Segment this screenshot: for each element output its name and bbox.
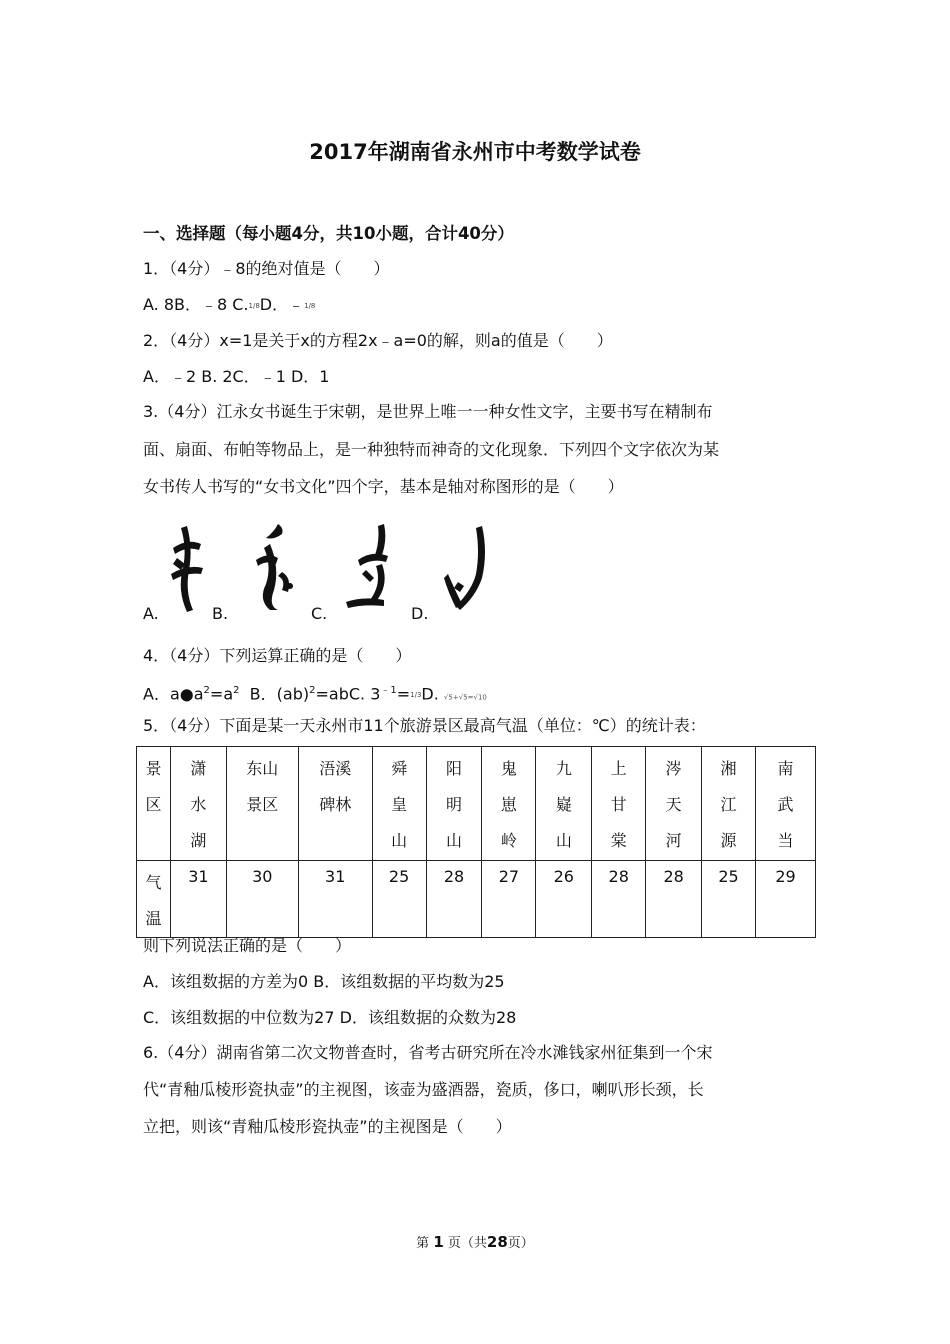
q2-stem: 2．（4分）x=1是关于x的方程2x﹣a=0的解，则a的值是（ ）: [143, 331, 613, 350]
q4-option-a: A．a●a: [143, 684, 204, 704]
q4-option-c-eq: =: [396, 684, 411, 704]
spot-name: 潇水湖: [190, 759, 207, 850]
q1-options: [143, 295, 315, 315]
table-row-temps: [137, 861, 816, 938]
q4-option-a-eq: =a: [209, 684, 234, 704]
spot-name: 浯溪碑林: [319, 759, 352, 814]
q4-stem: 4．（4分）下列运算正确的是（ ）: [143, 646, 412, 665]
temp-cell: 28: [592, 861, 646, 938]
q6-line-1: 6.（4分）湖南省第二次文物普查时，省考古研究所在冷水滩钱家州征集到一个宋: [143, 1043, 713, 1062]
q4-option-c: =abC. 3: [315, 684, 381, 704]
footer-middle: 页（共: [447, 1236, 487, 1251]
spot-cell: [482, 747, 536, 861]
temp-cell: 31: [298, 861, 372, 938]
q1-stem: 1．（4分）﹣8的绝对值是（ ）: [143, 259, 390, 278]
q4-option-d: D.: [421, 684, 439, 704]
page-number: 1: [433, 1233, 444, 1251]
temp-cell: 28: [646, 861, 702, 938]
spot-name: 南武当: [777, 759, 794, 850]
q4-option-d-expression: √5+√5=√10: [443, 693, 487, 702]
table-header-temp: [137, 861, 171, 938]
q5-after: 则下列说法正确的是（ ）: [143, 936, 352, 955]
temp-cell: 27: [482, 861, 536, 938]
temp-cell: 26: [536, 861, 592, 938]
spot-cell: [592, 747, 646, 861]
spot-name: 九嶷山: [555, 759, 572, 850]
q3-line-1: 3.（4分）江永女书诞生于宋朝，是世界上唯一一种女性文字，主要书写在精制布: [143, 402, 713, 421]
temp-cell: 25: [372, 861, 426, 938]
spot-name: 东山景区: [246, 759, 279, 814]
q1-fraction-d: 1/8: [304, 301, 316, 310]
q6-line-3: 立把，则该“青釉瓜棱形瓷执壶”的主视图是（ ）: [143, 1117, 512, 1136]
q1-option-d: D．﹣: [259, 295, 305, 314]
page-total: 28: [486, 1233, 508, 1251]
spot-name: 湘江源: [720, 759, 737, 850]
spot-cell: [536, 747, 592, 861]
q3-line-2: 面、扇面、布帕等物品上，是一种独特而神奇的文化现象．下列四个文字依次为某: [143, 440, 720, 459]
q6-line-2: 代“青釉瓜棱形瓷执壶”的主视图，该壶为盛酒器，瓷质，侈口，喇叭形长颈，长: [143, 1080, 704, 1099]
spot-name: 阳明山: [446, 759, 463, 850]
temp-cell: 28: [426, 861, 482, 938]
exam-title: 2017年湖南省永州市中考数学试卷: [309, 140, 641, 164]
spot-name: 上甘棠: [610, 759, 627, 850]
temp-cell: 30: [226, 861, 298, 938]
q5-options-cd: C．该组数据的中位数为27 D．该组数据的众数为28: [143, 1008, 517, 1027]
temperature-table: [136, 746, 816, 938]
q4-option-c-exp: ﹣1: [380, 685, 397, 696]
spot-name: 鬼崽岭: [500, 759, 517, 850]
temp-cell: 29: [755, 861, 815, 938]
spot-name: 涔天河: [665, 759, 682, 850]
q2-options: A．﹣2 B. 2C．﹣1 D．1: [143, 367, 330, 386]
page-footer: [0, 1232, 950, 1251]
q3-option-d-label: D.: [411, 604, 429, 623]
q3-option-c-label: C.: [311, 604, 328, 623]
spot-cell: [372, 747, 426, 861]
nushu-glyph-nu: [163, 518, 213, 614]
q1-options-ab: A. 8B．﹣8 C.: [143, 295, 249, 314]
header-label: 景区: [145, 759, 162, 814]
nushu-glyph-shu: [248, 520, 302, 612]
q3-option-a-label: A.: [143, 604, 159, 623]
q3-line-3: 女书传人书写的“女书文化”四个字，基本是轴对称图形的是（ ）: [143, 477, 624, 496]
footer-suffix: 页）: [507, 1236, 534, 1251]
q5-stem: 5．（4分）下面是某一天永州市11个旅游景区最高气温（单位：℃）的统计表：: [143, 716, 706, 735]
table-header-scenic: [137, 747, 171, 861]
temp-cell: 25: [702, 861, 756, 938]
spot-cell: [170, 747, 226, 861]
spot-cell: [755, 747, 815, 861]
spot-cell: [702, 747, 756, 861]
spot-cell: [298, 747, 372, 861]
header-label: 气温: [145, 873, 162, 928]
table-row-spots: [137, 747, 816, 861]
q4-option-c-fraction: 1/3: [410, 690, 422, 699]
spot-cell: [226, 747, 298, 861]
nushu-glyph-wen: [344, 520, 404, 612]
q4-options: [143, 681, 487, 707]
q4-option-a-exp1: 2: [203, 685, 210, 696]
q4-option-b: B．(ab): [249, 684, 310, 704]
spot-cell: [426, 747, 482, 861]
q3-option-b-label: B.: [212, 604, 229, 623]
temp-cell: 31: [170, 861, 226, 938]
q4-option-a-exp2: 2: [233, 685, 240, 696]
q1-fraction-c: 1/8: [248, 301, 260, 310]
footer-prefix: 第: [416, 1236, 430, 1251]
spot-name: 舜皇山: [391, 759, 408, 850]
spot-cell: [646, 747, 702, 861]
q4-option-b-exp: 2: [309, 685, 316, 696]
nushu-glyph-hua: [444, 522, 492, 614]
section-heading: 一、选择题（每小题4分，共10小题，合计40分）: [143, 224, 514, 243]
q5-options-ab: A．该组数据的方差为0 B．该组数据的平均数为25: [143, 972, 505, 991]
